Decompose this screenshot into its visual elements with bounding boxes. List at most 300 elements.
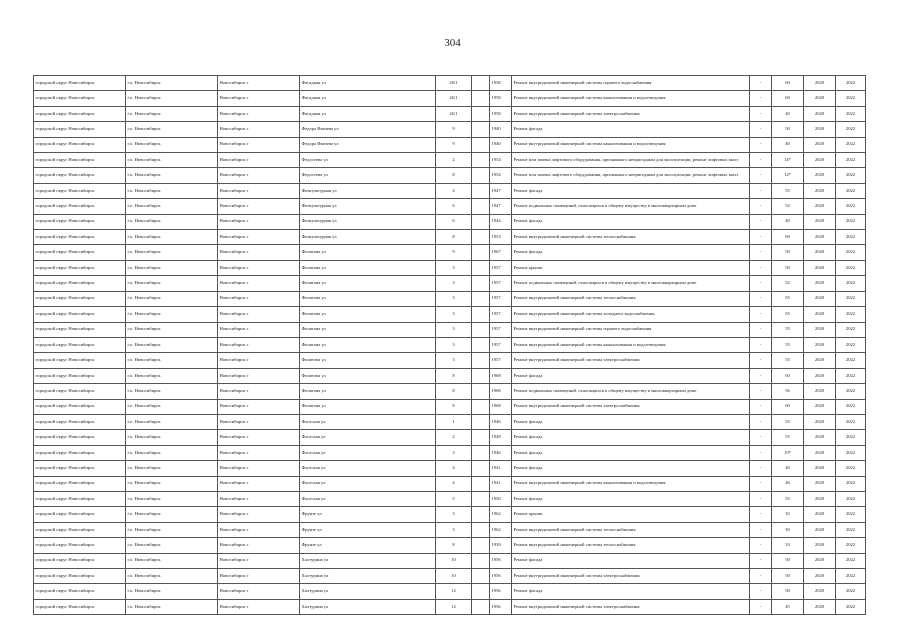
cell-city: Новосибирск г [218,260,300,275]
cell-service-life: 46 [772,476,804,491]
cell-year-built: 1957 [490,337,512,352]
cell-house-number: 26/1 [436,91,472,106]
cell-cost-marker: - [750,553,772,568]
cell-settlement: г.о. Новосибирск [126,276,218,291]
cell-building [472,461,490,476]
cell-cost-marker: - [750,522,772,537]
cell-street: Физкультурная ул [300,230,436,245]
cell-settlement: г.о. Новосибирск [126,122,218,137]
cell-year-built: 1968 [490,384,512,399]
cell-end-year: 2022 [836,260,866,275]
table-row [34,91,866,106]
cell-city: Новосибирск г [218,430,300,445]
cell-work-type: Ремонт подвальных помещений, относящихся к общему имуществу в многоквартирном доме [512,384,750,399]
cell-city: Новосибирск г [218,553,300,568]
cell-house-number: 3 [436,260,472,275]
cell-cost-marker: - [750,168,772,183]
cell-street: Федосеева ул [300,153,436,168]
cell-house-number: 6 [436,199,472,214]
cell-street: Флотская ул [300,430,436,445]
cell-street: Филатова ул [300,307,436,322]
cell-year-built: 1957 [490,291,512,306]
cell-house-number: 1 [436,414,472,429]
cell-house-number: 3 [436,507,472,522]
cell-house-number: 10 [436,553,472,568]
table-row [34,245,866,260]
cell-work-type: Ремонт или замена лифтового оборудования, признанного непригодным для эксплуатации, ремонт лифтовых шахт [512,153,750,168]
cell-building [472,291,490,306]
cell-city: Новосибирск г [218,91,300,106]
cell-work-type: Ремонт внутридомовой инженерной системы электроснабжения [512,569,750,584]
cell-start-year: 2020 [804,168,836,183]
cell-settlement: г.о. Новосибирск [126,322,218,337]
cell-start-year: 2020 [804,445,836,460]
cell-start-year: 2020 [804,507,836,522]
cell-start-year: 2020 [804,307,836,322]
cell-year-built: 1957 [490,353,512,368]
cell-street: Флотская ул [300,461,436,476]
cell-work-type: Ремонт подвальных помещений, относящихся к общему имуществу в многоквартирном доме [512,276,750,291]
cell-house-number: 8 [436,168,472,183]
table-row [34,260,866,275]
cell-settlement: г.о. Новосибирск [126,337,218,352]
cell-municipality: городской округ Новосибирск [34,91,126,106]
cell-street: Фрунзе ул [300,538,436,553]
cell-city: Новосибирск г [218,137,300,152]
table-row [34,461,866,476]
cell-work-type: Ремонт внутридомовой инженерной системы электроснабжения [512,106,750,121]
cell-service-life: 55 [772,353,804,368]
cell-cost-marker: - [750,230,772,245]
cell-city: Новосибирск г [218,214,300,229]
cell-service-life: 56 [772,384,804,399]
cell-end-year: 2022 [836,353,866,368]
cell-municipality: городской округ Новосибирск [34,153,126,168]
cell-municipality: городской округ Новосибирск [34,353,126,368]
cell-building [472,538,490,553]
cell-year-built: 1956 [490,584,512,599]
cell-street: Фасадная ул [300,106,436,121]
cell-end-year: 2022 [836,569,866,584]
cell-city: Новосибирск г [218,384,300,399]
cell-municipality: городской округ Новосибирск [34,291,126,306]
cell-end-year: 2022 [836,245,866,260]
cell-city: Новосибирск г [218,183,300,198]
cell-service-life: 55 [772,414,804,429]
cell-settlement: г.о. Новосибирск [126,137,218,152]
cell-cost-marker: - [750,122,772,137]
cell-street: Федосеева ул [300,168,436,183]
cell-building [472,584,490,599]
cell-work-type: Ремонт фасада [512,491,750,506]
cell-house-number: 8 [436,384,472,399]
cell-cost-marker: - [750,76,772,91]
cell-city: Новосибирск г [218,153,300,168]
table-row [34,507,866,522]
cell-start-year: 2020 [804,337,836,352]
table-row [34,384,866,399]
cell-municipality: городской округ Новосибирск [34,507,126,522]
cell-settlement: г.о. Новосибирск [126,384,218,399]
cell-house-number: 6 [436,214,472,229]
cell-service-life: 35 [772,507,804,522]
cell-service-life: 60 [772,399,804,414]
cell-year-built: 1941 [490,476,512,491]
cell-cost-marker: - [750,414,772,429]
cell-city: Новосибирск г [218,414,300,429]
cell-start-year: 2020 [804,384,836,399]
cell-house-number: 10 [436,569,472,584]
cell-year-built: 1962 [490,507,512,522]
table-row [34,445,866,460]
cell-municipality: городской округ Новосибирск [34,199,126,214]
cell-service-life: 55 [772,491,804,506]
cell-end-year: 2022 [836,507,866,522]
cell-city: Новосибирск г [218,538,300,553]
cell-city: Новосибирск г [218,353,300,368]
cell-service-life: 52 [772,199,804,214]
cell-municipality: городской округ Новосибирск [34,445,126,460]
cell-year-built: 1940 [490,137,512,152]
cell-municipality: городской округ Новосибирск [34,599,126,614]
cell-city: Новосибирск г [218,399,300,414]
cell-house-number: 9 [436,245,472,260]
cell-work-type: Ремонт внутридомовой инженерной системы теплоснабжения [512,291,750,306]
cell-municipality: городской округ Новосибирск [34,491,126,506]
cell-settlement: г.о. Новосибирск [126,414,218,429]
cell-street: Филатова ул [300,337,436,352]
cell-city: Новосибирск г [218,445,300,460]
table-row [34,276,866,291]
cell-street: Флотская ул [300,491,436,506]
cell-work-type: Ремонт внутридомовой инженерной системы электроснабжения [512,353,750,368]
cell-start-year: 2020 [804,230,836,245]
table-row [34,137,866,152]
cell-service-life: 19* [772,445,804,460]
cell-building [472,168,490,183]
cell-house-number: 3 [436,445,472,460]
cell-end-year: 2022 [836,476,866,491]
cell-house-number: 5 [436,491,472,506]
cell-service-life: 60 [772,230,804,245]
capital-repair-table [33,75,866,615]
cell-settlement: г.о. Новосибирск [126,245,218,260]
table-row [34,183,866,198]
cell-service-life: 50 [772,584,804,599]
cell-building [472,353,490,368]
cell-house-number: 26/1 [436,76,472,91]
cell-cost-marker: - [750,245,772,260]
cell-service-life: 52 [772,276,804,291]
cell-municipality: городской округ Новосибирск [34,399,126,414]
cell-start-year: 2020 [804,137,836,152]
cell-municipality: городской округ Новосибирск [34,276,126,291]
cell-service-life: 14* [772,168,804,183]
cell-building [472,276,490,291]
cell-cost-marker: - [750,91,772,106]
cell-house-number: 8 [436,399,472,414]
cell-house-number: 4 [436,183,472,198]
table-row [34,199,866,214]
cell-building [472,153,490,168]
cell-start-year: 2020 [804,199,836,214]
cell-end-year: 2022 [836,291,866,306]
cell-municipality: городской округ Новосибирск [34,230,126,245]
cell-work-type: Ремонт фасада [512,445,750,460]
cell-building [472,430,490,445]
cell-service-life: 40 [772,137,804,152]
table-row [34,538,866,553]
cell-service-life: 50 [772,260,804,275]
cell-work-type: Ремонт крыши [512,260,750,275]
cell-year-built: 1956 [490,599,512,614]
cell-work-type: Ремонт фасада [512,461,750,476]
cell-street: Фасадная ул [300,91,436,106]
cell-work-type: Ремонт внутридомовой инженерной системы теплоснабжения [512,538,750,553]
cell-city: Новосибирск г [218,76,300,91]
cell-cost-marker: - [750,276,772,291]
cell-street: Фрунзе ул [300,507,436,522]
cell-city: Новосибирск г [218,245,300,260]
cell-building [472,91,490,106]
cell-street: Филатова ул [300,291,436,306]
cell-street: Филатова ул [300,368,436,383]
cell-service-life: 60 [772,76,804,91]
cell-cost-marker: - [750,399,772,414]
cell-service-life: 50 [772,569,804,584]
cell-start-year: 2020 [804,291,836,306]
cell-start-year: 2020 [804,461,836,476]
cell-building [472,553,490,568]
cell-house-number: 9 [436,122,472,137]
cell-street: Халтурина ул [300,584,436,599]
table-row [34,230,866,245]
cell-end-year: 2022 [836,183,866,198]
cell-end-year: 2022 [836,399,866,414]
table-row [34,353,866,368]
cell-end-year: 2022 [836,430,866,445]
cell-building [472,414,490,429]
cell-settlement: г.о. Новосибирск [126,91,218,106]
cell-work-type: Ремонт крыши [512,507,750,522]
cell-year-built: 1939 [490,538,512,553]
page-number: 304 [444,37,461,49]
cell-service-life: 55 [772,307,804,322]
cell-end-year: 2022 [836,522,866,537]
table-row [34,399,866,414]
cell-city: Новосибирск г [218,230,300,245]
cell-start-year: 2020 [804,476,836,491]
cell-service-life: 30 [772,522,804,537]
cell-street: Флотская ул [300,414,436,429]
cell-settlement: г.о. Новосибирск [126,214,218,229]
cell-city: Новосибирск г [218,276,300,291]
cell-building [472,569,490,584]
cell-cost-marker: - [750,384,772,399]
cell-year-built: 1957 [490,307,512,322]
cell-start-year: 2020 [804,599,836,614]
cell-municipality: городской округ Новосибирск [34,307,126,322]
cell-settlement: г.о. Новосибирск [126,106,218,121]
cell-house-number: 8 [436,538,472,553]
table-row [34,214,866,229]
cell-settlement: г.о. Новосибирск [126,260,218,275]
cell-settlement: г.о. Новосибирск [126,569,218,584]
cell-municipality: городской округ Новосибирск [34,245,126,260]
cell-cost-marker: - [750,491,772,506]
cell-year-built: 1956 [490,569,512,584]
cell-street: Флотская ул [300,445,436,460]
cell-service-life: 45 [772,599,804,614]
cell-cost-marker: - [750,137,772,152]
cell-year-built: 1944 [490,214,512,229]
cell-end-year: 2022 [836,445,866,460]
cell-city: Новосибирск г [218,368,300,383]
cell-building [472,230,490,245]
cell-end-year: 2022 [836,230,866,245]
cell-start-year: 2020 [804,76,836,91]
cell-year-built: 1954 [490,153,512,168]
cell-cost-marker: - [750,291,772,306]
cell-service-life: 40 [772,461,804,476]
cell-city: Новосибирск г [218,291,300,306]
cell-year-built: 1947 [490,199,512,214]
cell-street: Флотская ул [300,476,436,491]
cell-cost-marker: - [750,260,772,275]
cell-service-life: 55 [772,291,804,306]
cell-year-built: 1962 [490,522,512,537]
cell-work-type: Ремонт фасада [512,122,750,137]
cell-cost-marker: - [750,430,772,445]
cell-city: Новосибирск г [218,337,300,352]
cell-start-year: 2020 [804,414,836,429]
cell-work-type: Ремонт внутридомовой инженерной системы горячего водоснабжения [512,76,750,91]
cell-year-built: 1950 [490,491,512,506]
cell-building [472,337,490,352]
cell-work-type: Ремонт фасада [512,430,750,445]
cell-work-type: Ремонт внутридомовой инженерной системы холодного водоснабжения [512,307,750,322]
cell-work-type: Ремонт внутридомовой инженерной системы электроснабжения [512,399,750,414]
cell-house-number: 2 [436,430,472,445]
cell-building [472,384,490,399]
cell-building [472,445,490,460]
cell-building [472,214,490,229]
cell-city: Новосибирск г [218,584,300,599]
cell-cost-marker: - [750,461,772,476]
cell-street: Фрунзе ул [300,522,436,537]
cell-city: Новосибирск г [218,307,300,322]
cell-city: Новосибирск г [218,569,300,584]
cell-house-number: 12 [436,599,472,614]
cell-end-year: 2022 [836,491,866,506]
cell-city: Новосибирск г [218,168,300,183]
cell-year-built: 1953 [490,230,512,245]
cell-municipality: городской округ Новосибирск [34,322,126,337]
cell-start-year: 2020 [804,260,836,275]
cell-settlement: г.о. Новосибирск [126,461,218,476]
cell-end-year: 2022 [836,214,866,229]
cell-street: Филатова ул [300,384,436,399]
cell-building [472,368,490,383]
cell-cost-marker: - [750,214,772,229]
cell-service-life: 33 [772,538,804,553]
cell-city: Новосибирск г [218,122,300,137]
cell-end-year: 2022 [836,584,866,599]
cell-settlement: г.о. Новосибирск [126,430,218,445]
cell-start-year: 2020 [804,538,836,553]
cell-settlement: г.о. Новосибирск [126,168,218,183]
cell-cost-marker: - [750,476,772,491]
cell-municipality: городской округ Новосибирск [34,384,126,399]
cell-settlement: г.о. Новосибирск [126,183,218,198]
cell-municipality: городской округ Новосибирск [34,522,126,537]
cell-end-year: 2022 [836,461,866,476]
cell-work-type: Ремонт фасада [512,553,750,568]
table-row [34,599,866,614]
cell-service-life: 55 [772,322,804,337]
cell-house-number: 12 [436,584,472,599]
cell-start-year: 2020 [804,91,836,106]
cell-start-year: 2020 [804,399,836,414]
cell-building [472,76,490,91]
cell-building [472,507,490,522]
cell-end-year: 2022 [836,168,866,183]
cell-house-number: 3 [436,307,472,322]
cell-end-year: 2022 [836,106,866,121]
cell-cost-marker: - [750,183,772,198]
cell-end-year: 2022 [836,599,866,614]
cell-year-built: 1946 [490,445,512,460]
table-row [34,414,866,429]
cell-cost-marker: - [750,538,772,553]
table-row [34,553,866,568]
cell-city: Новосибирск г [218,507,300,522]
cell-work-type: Ремонт внутридомовой инженерной системы теплоснабжения [512,522,750,537]
cell-settlement: г.о. Новосибирск [126,153,218,168]
cell-house-number: 26/1 [436,106,472,121]
cell-year-built: 1958 [490,91,512,106]
table-row [34,106,866,121]
cell-end-year: 2022 [836,122,866,137]
cell-work-type: Ремонт фасада [512,414,750,429]
cell-building [472,491,490,506]
cell-municipality: городской округ Новосибирск [34,476,126,491]
cell-settlement: г.о. Новосибирск [126,76,218,91]
cell-building [472,260,490,275]
cell-street: Филатова ул [300,260,436,275]
table-row [34,584,866,599]
cell-municipality: городской округ Новосибирск [34,122,126,137]
cell-street: Халтурина ул [300,553,436,568]
cell-building [472,307,490,322]
table-row [34,168,866,183]
cell-house-number: 3 [436,353,472,368]
cell-start-year: 2020 [804,569,836,584]
cell-street: Физкультурная ул [300,214,436,229]
cell-start-year: 2020 [804,153,836,168]
cell-service-life: 40 [772,106,804,121]
cell-street: Фасадная ул [300,76,436,91]
cell-municipality: городской округ Новосибирск [34,76,126,91]
cell-settlement: г.о. Новосибирск [126,199,218,214]
cell-year-built: 1957 [490,276,512,291]
cell-start-year: 2020 [804,322,836,337]
cell-settlement: г.о. Новосибирск [126,553,218,568]
cell-service-life: 40 [772,214,804,229]
cell-work-type: Ремонт или замена лифтового оборудования, признанного непригодным для эксплуатации, ремонт лифтовых шахт [512,168,750,183]
table-row [34,569,866,584]
cell-work-type: Ремонт фасада [512,368,750,383]
